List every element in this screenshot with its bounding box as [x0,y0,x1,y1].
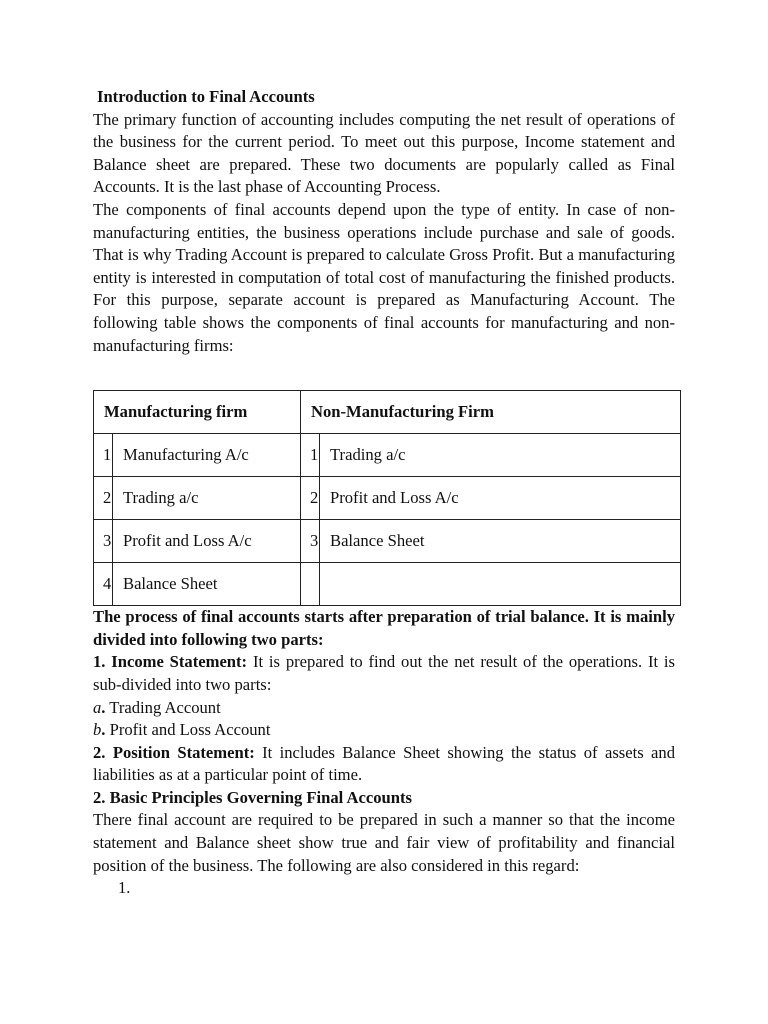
income-statement-label: 1. Income Statement: [93,652,248,672]
table-header-row [94,391,681,434]
list-item-number: 1. [118,878,131,898]
row-number: 4 [94,563,113,606]
manufacturing-item: Manufacturing A/c [113,434,301,477]
manufacturing-item: Trading a/c [113,477,301,520]
income-statement-text: It is prepared to find out the net result of the operations. It is sub-divided into two parts: [93,652,675,694]
row-number: 3 [94,520,113,563]
position-statement-item [93,742,675,787]
position-statement-text: It includes Balance Sheet showing the status of assets and liabilities as at a particular point of time. [93,742,675,785]
manufacturing-item: Profit and Loss A/c [113,520,301,563]
row-number [301,563,320,606]
row-number: 3 [301,520,320,563]
final-accounts-table [93,390,681,606]
sub-item-a-dot: . [101,697,106,717]
income-statement-item [93,651,675,696]
sub-item-a [93,697,675,720]
non-manufacturing-item: Trading a/c [320,434,681,477]
principles-heading: 2. Basic Principles Governing Final Accounts [93,787,412,807]
non-manufacturing-item: Profit and Loss A/c [320,477,681,520]
non-manufacturing-item [320,563,681,606]
process-intro: The process of final accounts starts after preparation of trial balance. It is mainly divided into following two parts: [93,607,675,649]
document-page [93,86,675,900]
principles-paragraph: There final account are required to be prepared in such a manner so that the income statement and Balance sheet show true and fair view of profitability and financial position of the business. The following are also considered in this regard: [93,810,675,875]
intro-paragraph: The primary function of accounting includes computing the net result of operations of the business for the current period. To meet out this purpose, Income statement and Balance sheet are prepared. These two documents are popularly called as Final Accounts. It is the last phase of Accounting Process. [93,109,675,197]
header-manufacturing: Manufacturing firm [94,391,301,434]
table-row [94,563,681,606]
non-manufacturing-item: Balance Sheet [320,520,681,563]
header-non-manufacturing: Non-Manufacturing Firm [301,391,681,434]
sub-item-b [93,719,675,742]
position-statement-label: 2. Position Statement: [93,742,255,762]
row-number: 1 [301,434,320,477]
row-number: 2 [94,477,113,520]
row-number: 1 [94,434,113,477]
sub-item-b-letter: b [93,720,102,740]
row-number: 2 [301,477,320,520]
table-row [94,477,681,520]
section-heading: Introduction to Final Accounts [97,87,315,106]
table-row [94,434,681,477]
sub-item-b-text: Profit and Loss Account [105,720,271,740]
sub-item-a-text: Trading Account [105,697,221,717]
table-row [94,520,681,563]
sub-item-b-dot: . [101,720,106,740]
components-paragraph: The components of final accounts depend upon the type of entity. In case of non-manufacturing entities, the business operations include purchase and sale of goods. That is why Trading Account is prepared to calculate Gross Profit. But a manufacturing entity is interested in computation of total cost of manufacturing the finished products. For this purpose, separate account is prepared as Manufacturing Account. The following table shows the components of final accounts for manufacturing and non-manufacturing firms: [93,199,675,355]
sub-item-a-letter: a [93,697,102,717]
manufacturing-item: Balance Sheet [113,563,301,606]
